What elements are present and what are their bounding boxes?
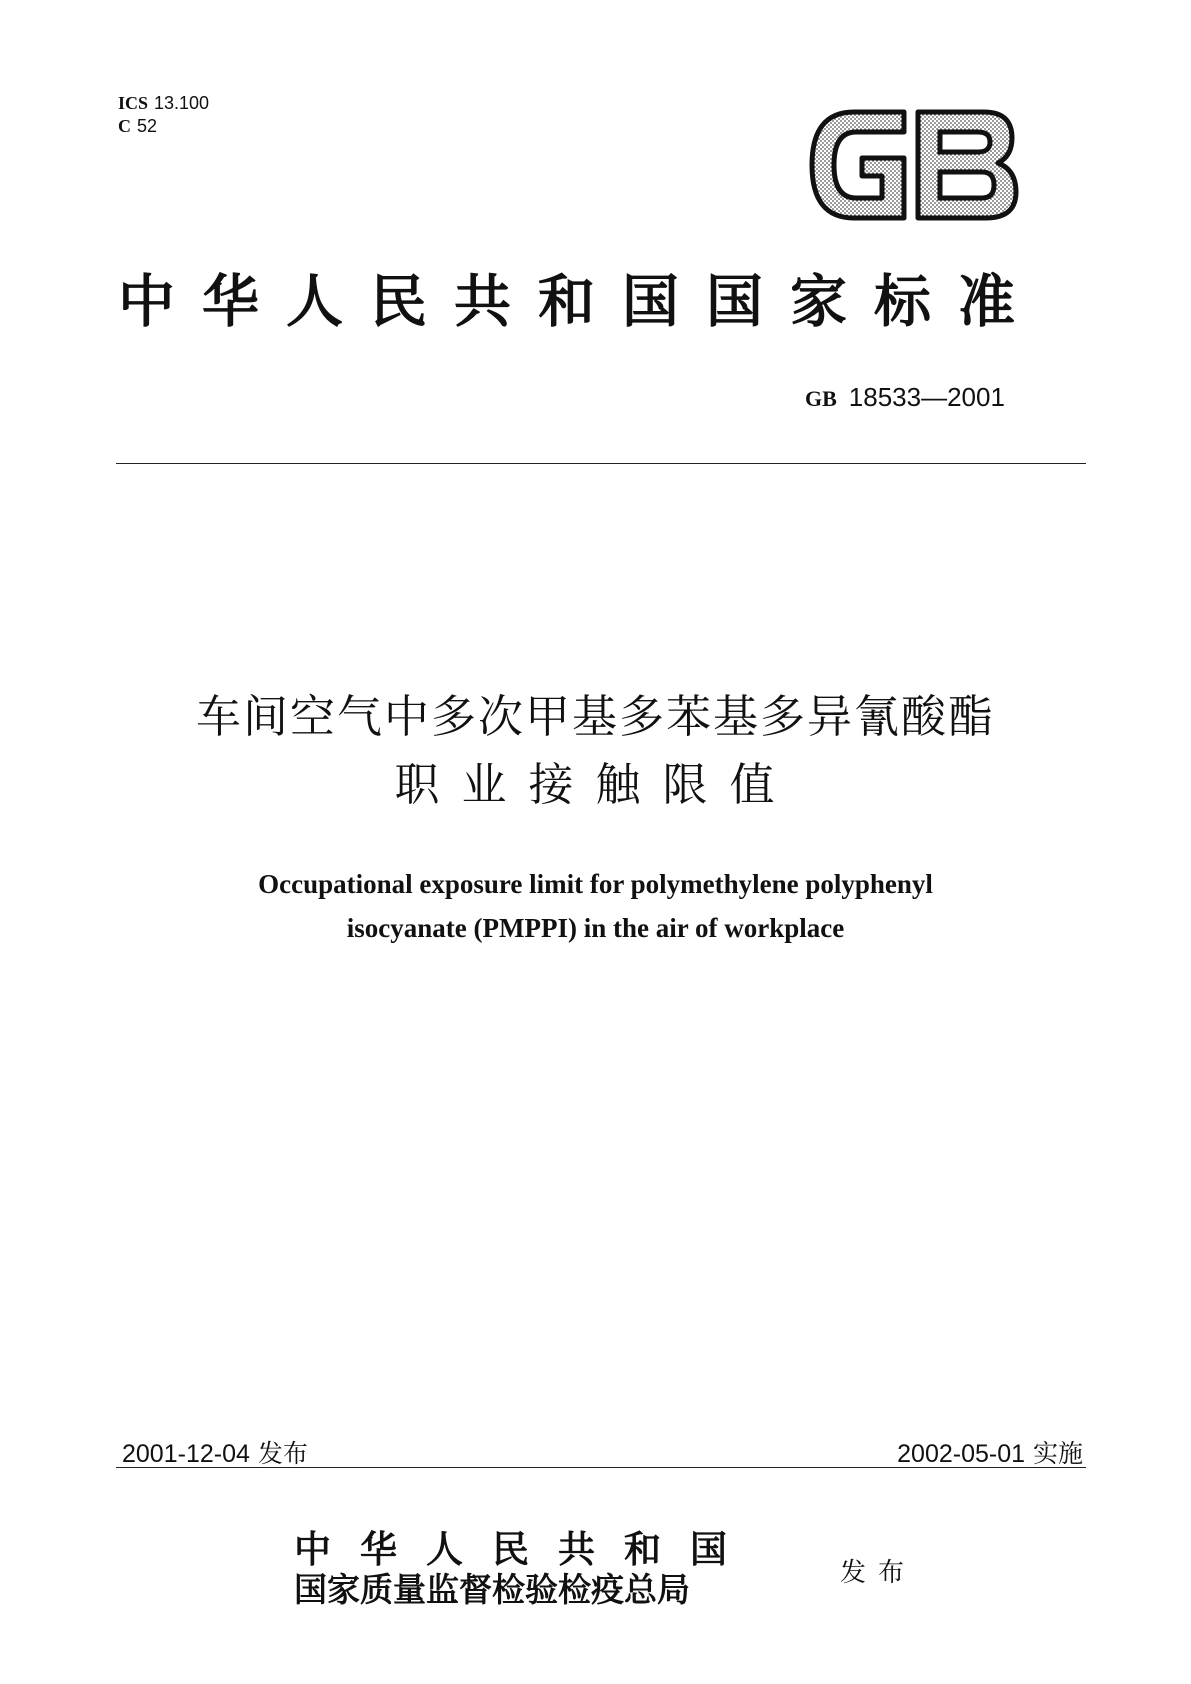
implementation-date [897, 1434, 1083, 1470]
ccs-code-row [118, 115, 209, 138]
publish-label: 发布 [840, 1558, 917, 1588]
issuer-block [294, 1528, 756, 1610]
logo-text: GB [913, 176, 915, 177]
ccs-label: C [118, 116, 131, 136]
english-title-line-2: isocyanate (PMPPI) in the air of workplace [346, 913, 845, 943]
ics-label: ICS [118, 93, 149, 113]
classification-codes [118, 92, 209, 138]
ics-value: 13.100 [154, 93, 210, 113]
english-title [0, 862, 1191, 950]
english-title-line-1: Occupational exposure limit for polymethylene polyphenyl [258, 869, 933, 899]
chinese-title-line-2: 职业接触限值 [394, 758, 797, 811]
ccs-value: 52 [137, 116, 158, 136]
issuer-line-2: 国家质量监督检验检疫总局 [294, 1570, 690, 1609]
standard-number-value: 18533—2001 [848, 382, 1005, 412]
chinese-title-line-1: 车间空气中多次甲基多苯基多异氰酸酯 [195, 690, 995, 743]
national-standard-title: 中华人民共和国国家标准 [118, 268, 1042, 335]
issue-label: 发布 [257, 1439, 308, 1468]
top-divider [116, 463, 1086, 464]
issuer-line-1: 中华人民共和国 [294, 1527, 756, 1571]
issue-date-value: 2001-12-04 [122, 1440, 250, 1468]
standard-prefix: GB [805, 386, 837, 411]
ics-code-row [118, 92, 209, 115]
bottom-divider [116, 1467, 1086, 1468]
implementation-label: 实施 [1032, 1439, 1083, 1468]
gb-logo-icon [806, 106, 1020, 224]
standard-number [805, 382, 1005, 413]
issue-date [122, 1434, 308, 1470]
implementation-date-value: 2002-05-01 [897, 1440, 1026, 1468]
